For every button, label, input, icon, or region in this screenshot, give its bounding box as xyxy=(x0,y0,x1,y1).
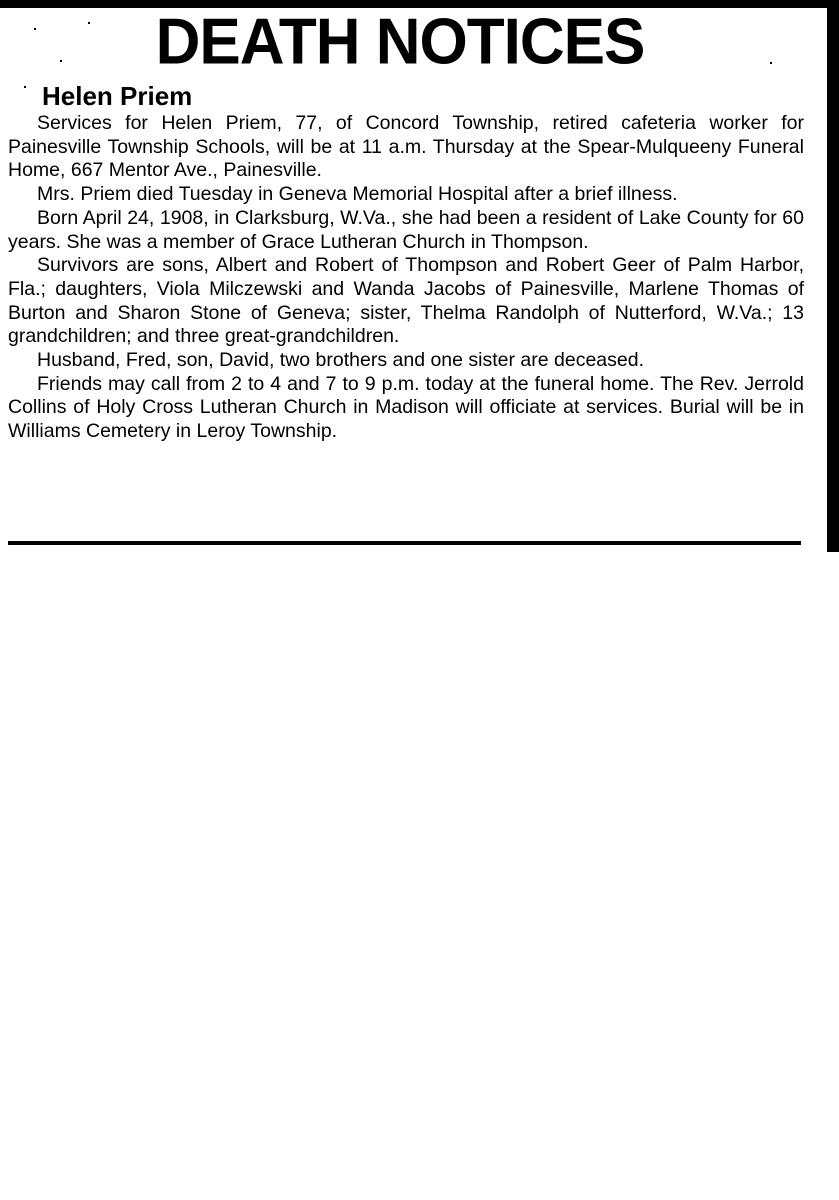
paragraph-biography: Born April 24, 1908, in Clarksburg, W.Va., she had been a resident of Lake County for 60 years. She was a member of Grace Lutheran Church in Thompson. xyxy=(8,206,804,253)
scan-right-edge xyxy=(827,0,839,552)
paragraph-visitation: Friends may call from 2 to 4 and 7 to 9 p.m. today at the funeral home. The Rev. Jerrold Collins of Holy Cross Lutheran Church in Madison will officiate at services. Burial will be in Williams Cemetery in Leroy Township. xyxy=(8,372,804,443)
bottom-rule xyxy=(8,541,801,545)
notice-name: Helen Priem xyxy=(42,81,193,111)
paragraph-survivors: Survivors are sons, Albert and Robert of Thompson and Robert Geer of Palm Harbor, Fla.; daughters, Viola Milczewski and Wanda Jacobs of Painesville, Marlene Thomas of Burton and Sharon Stone of Geneva; sister, Thelma Randolph of Nutterford, W.Va.; 13 grandchildren; and three great-grandchildren. xyxy=(8,254,804,348)
paragraph-death: Mrs. Priem died Tuesday in Geneva Memorial Hospital after a brief illness. xyxy=(37,183,678,206)
paragraph-deceased: Husband, Fred, son, David, two brothers and one sister are deceased. xyxy=(37,349,645,372)
scan-speck xyxy=(24,86,26,88)
section-headline: DEATH NOTICES xyxy=(155,6,645,79)
newspaper-clipping xyxy=(0,0,829,552)
notice-body xyxy=(8,112,804,444)
paragraph-services: Services for Helen Priem, 77, of Concord Township, retired cafeteria worker for Painesville Township Schools, will be at 11 a.m. Thursday at the Spear-Mulqueeny Funeral Home, 667 Mentor Ave., Painesville. xyxy=(8,112,804,182)
